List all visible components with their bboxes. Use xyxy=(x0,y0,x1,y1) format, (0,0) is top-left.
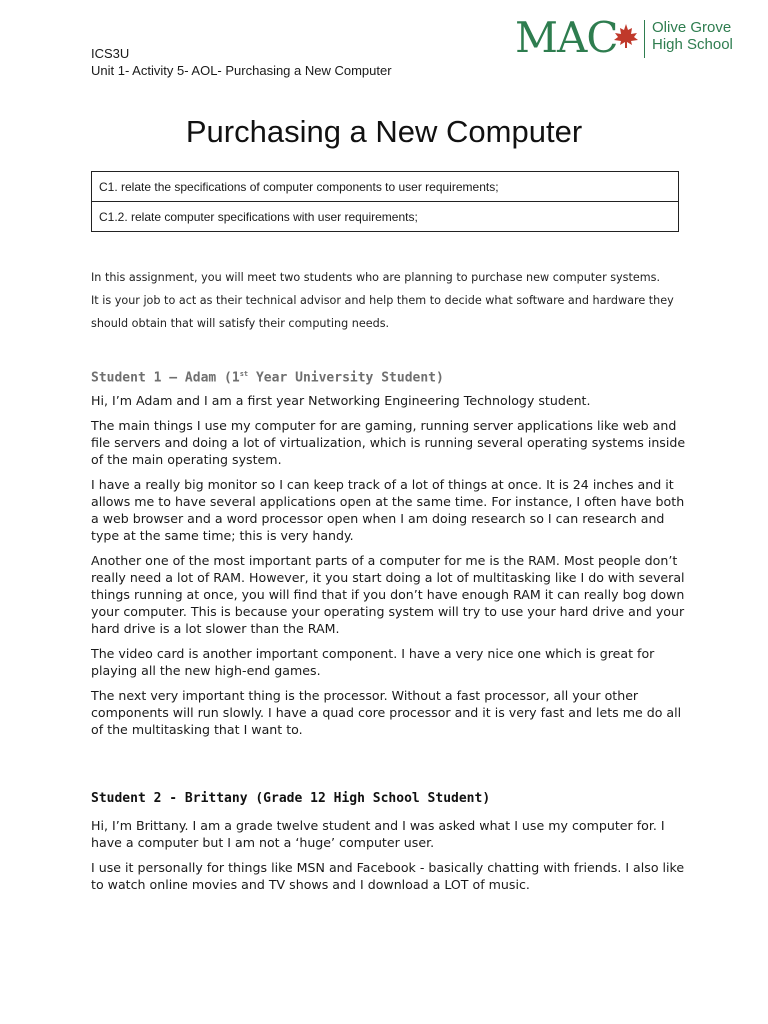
paragraph: I use it personally for things like MSN and Facebook - basically chatting with friends. I also like to watch online movies and TV shows and I download a LOT of music. xyxy=(91,860,685,892)
paragraph: The main things I use my computer for are gaming, running server applications like web and file servers and doing a lot of virtualization, which is running several operating systems inside of the main operating system. xyxy=(91,418,686,467)
logo-school-name: Olive Grove High School xyxy=(652,19,733,53)
logo-divider xyxy=(644,20,645,58)
page-title: Purchasing a New Computer xyxy=(185,114,583,149)
paragraph: The video card is another important component. I have a very nice one which is great for playing all the new high-end games. xyxy=(91,646,655,678)
paragraph: Hi, I’m Brittany. I am a grade twelve student and I was asked what I use my computer for. I have a computer but I am not a ‘huge’ computer user. xyxy=(91,818,665,850)
intro-line: should obtain that will satisfy their computing needs. xyxy=(91,317,390,330)
student1-heading: Student 1 – Adam (1st Year University Student) xyxy=(91,370,444,386)
intro-text xyxy=(91,266,691,335)
document-header xyxy=(91,45,392,79)
student2-body xyxy=(91,817,686,901)
student1-body xyxy=(91,392,686,746)
intro-line: It is your job to act as their technical advisor and help them to decide what software and hardware they xyxy=(91,294,674,307)
paragraph: I have a really big monitor so I can keep track of a lot of things at once. It is 24 inches and it allows me to have several applications open at the same time. For instance, I often have both a web browser and a word processor open when I am doing research so I can research and type at the same time; this is very handy. xyxy=(91,477,685,543)
logo-mac-text: MAC xyxy=(515,13,618,62)
paragraph: The next very important thing is the processor. Without a fast processor, all your other components will run slowly. I have a quad core processor and it is very fast and lets me do all of the multitasking that I want to. xyxy=(91,688,682,737)
intro-line: In this assignment, you will meet two students who are planning to purchase new computer systems. xyxy=(91,271,661,284)
table-row xyxy=(92,202,679,232)
expectation-cell: C1.2. relate computer specifications with user requirements; xyxy=(92,202,679,232)
table-row xyxy=(92,172,679,202)
expectations-table xyxy=(91,171,679,232)
paragraph: Another one of the most important parts of a computer for me is the RAM. Most people don’t really need a lot of RAM. However, it you start doing a lot of multitasking like I do with several things running at once, you will find that if you don’t have enough RAM it can really bog down your computer. This is because your operating system will try to use your hard drive and your hard drive is a lot slower than the RAM. xyxy=(91,553,685,636)
student2-heading: Student 2 - Brittany (Grade 12 High School Student) xyxy=(91,791,491,806)
school-logo xyxy=(515,14,735,62)
paragraph: Hi, I’m Adam and I am a first year Networking Engineering Technology student. xyxy=(91,393,591,408)
maple-leaf-icon xyxy=(612,22,640,50)
course-code: ICS3U xyxy=(91,46,130,61)
unit-line: Unit 1- Activity 5- AOL- Purchasing a New Computer xyxy=(91,63,392,78)
expectation-cell: C1. relate the specifications of computer components to user requirements; xyxy=(92,172,679,202)
